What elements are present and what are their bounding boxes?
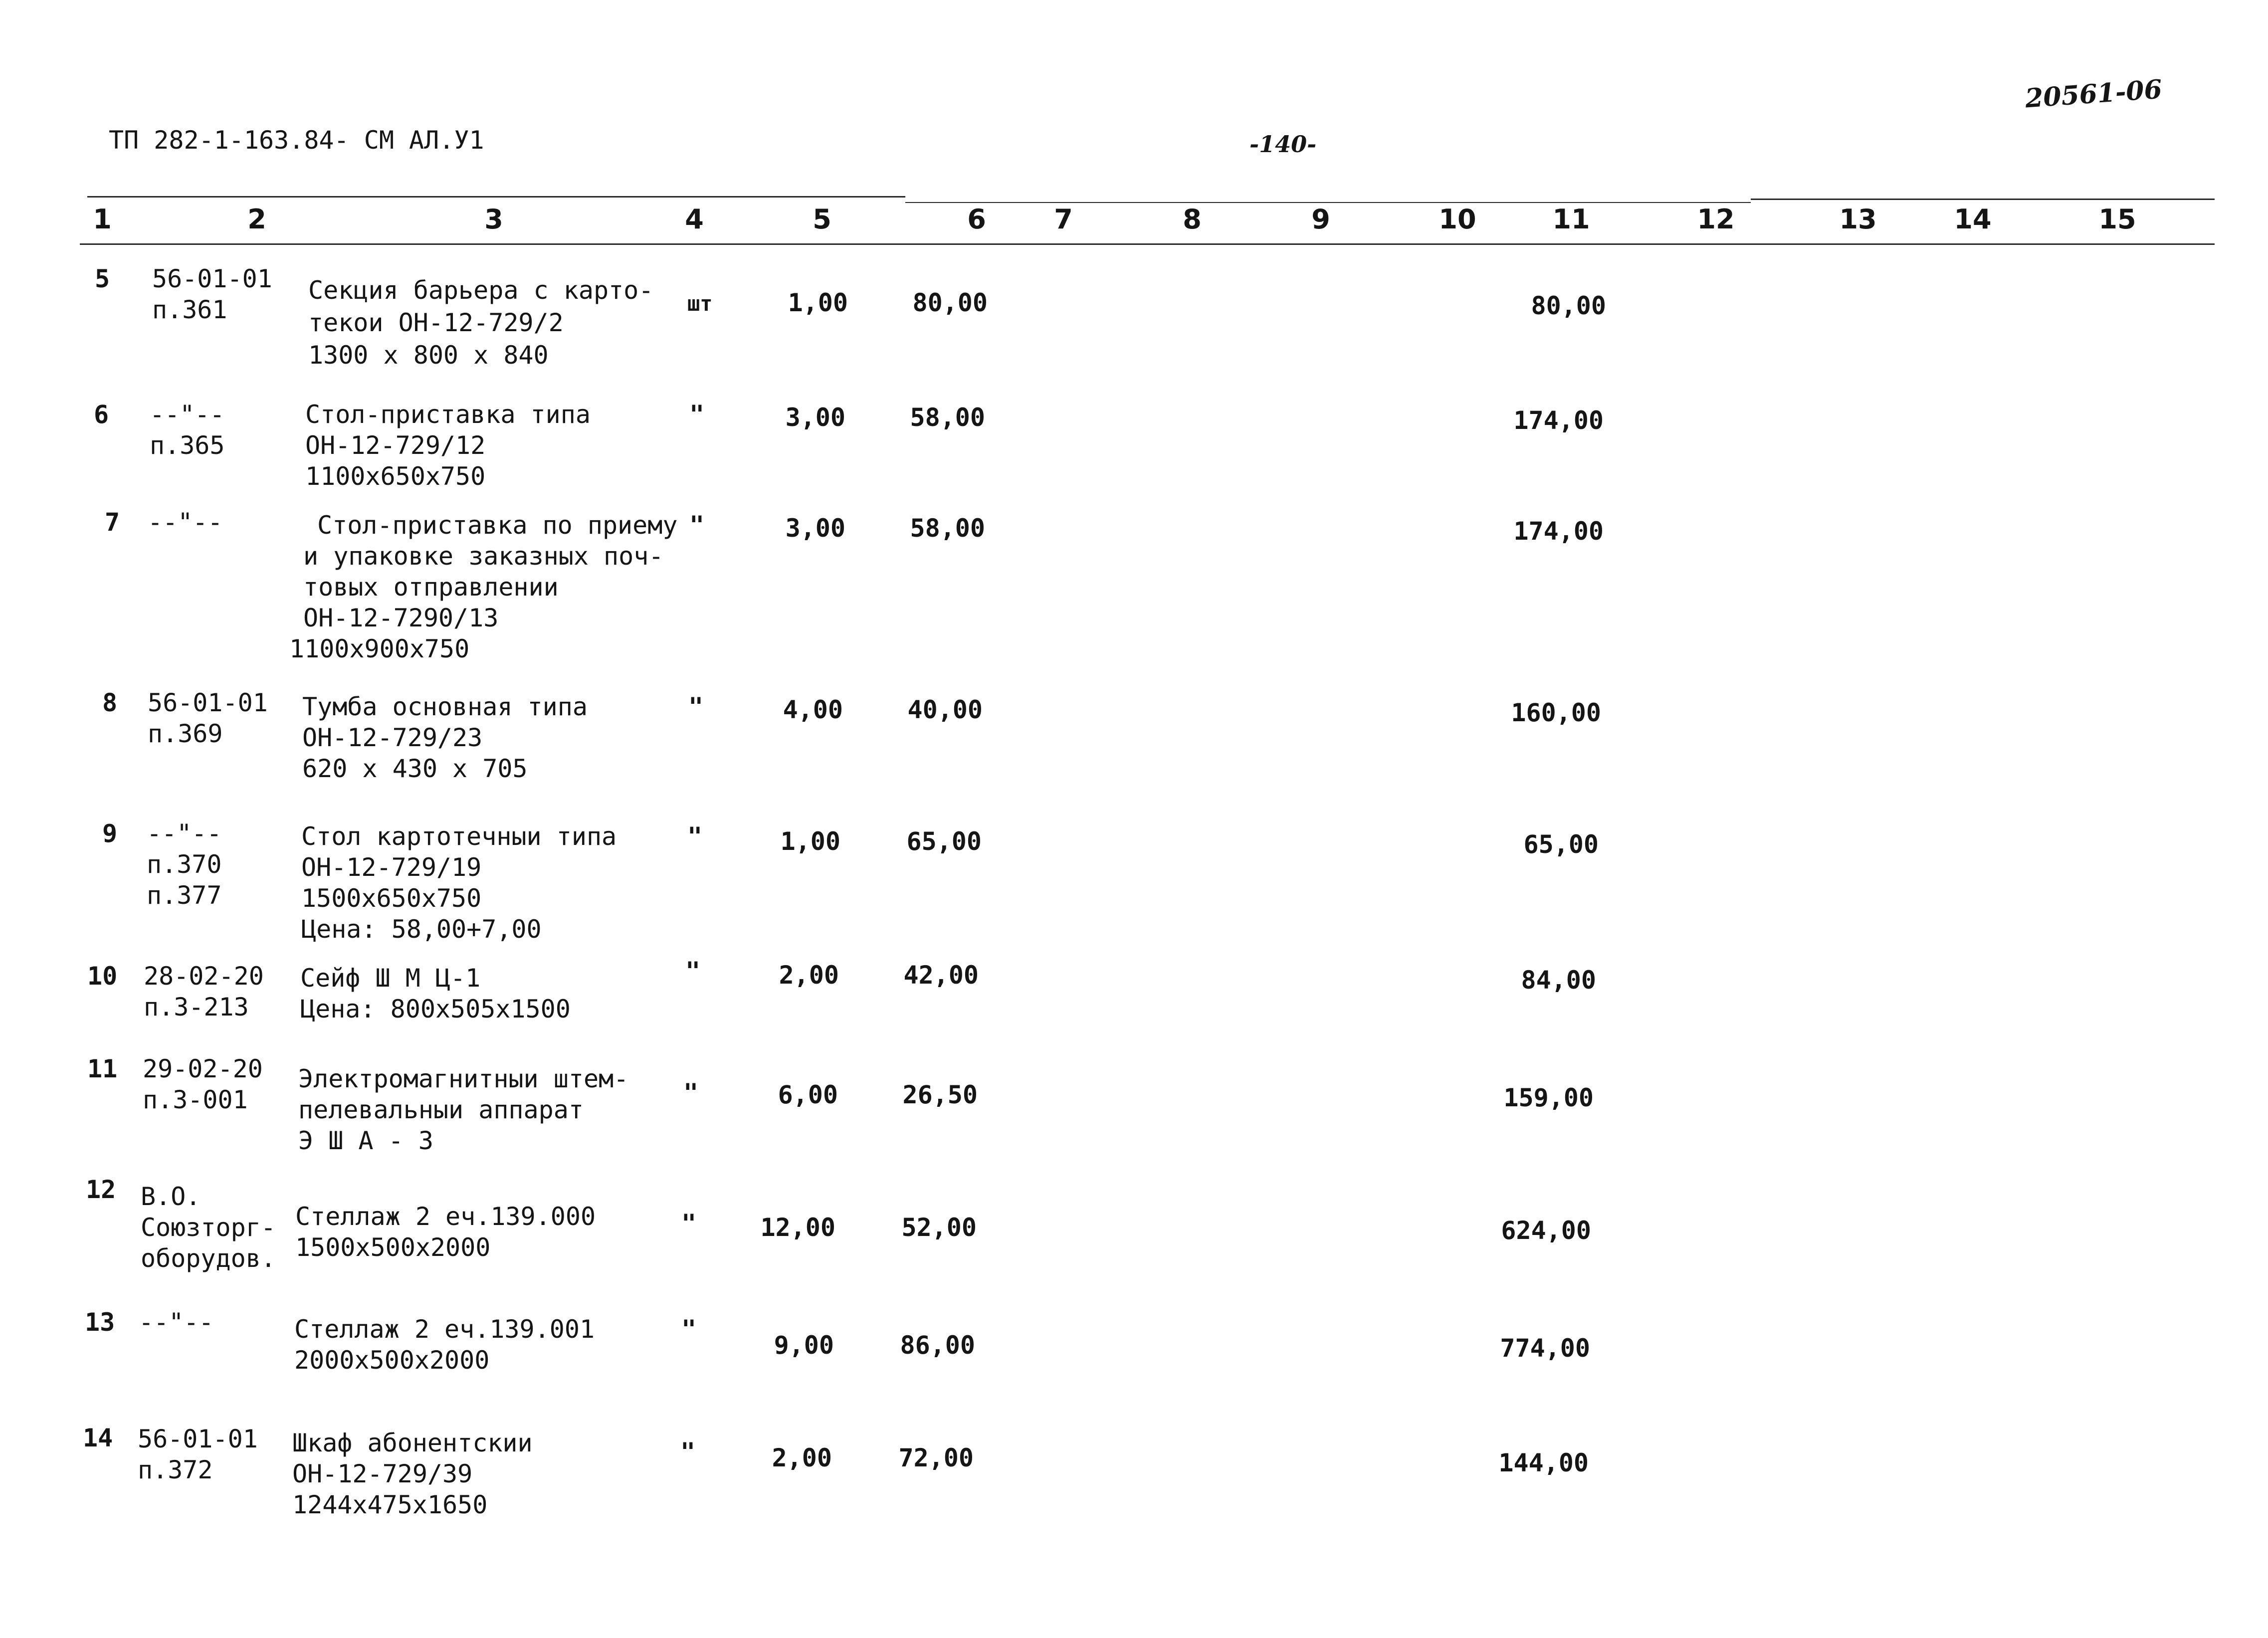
unit: "	[681, 1315, 697, 1344]
unit-price: 72,00	[898, 1443, 974, 1472]
total-cost: 174,00	[1513, 517, 1604, 546]
unit-price: 52,00	[901, 1213, 977, 1242]
column-header-11: 11	[1552, 204, 1590, 235]
total-cost: 84,00	[1521, 966, 1596, 995]
total-cost: 80,00	[1531, 291, 1606, 320]
quantity: 1,00	[788, 288, 848, 317]
price-code: --"--	[148, 508, 223, 537]
total-cost: 144,00	[1498, 1448, 1589, 1477]
price-code: 29-02-20 п.3-001	[143, 1054, 263, 1114]
total-cost: 159,00	[1503, 1083, 1594, 1112]
unit: "	[685, 957, 701, 986]
column-header-3: 3	[484, 204, 503, 235]
item-description: Тумба основная типа ОН-12-729/23 620 х 430 х 705	[302, 692, 588, 783]
row-number: 8	[102, 688, 118, 717]
column-header-8: 8	[1183, 204, 1202, 235]
item-description: Секция барьера с карто- текои ОН-12-729/2 1300 х 800 х 840	[308, 276, 654, 370]
column-header-9: 9	[1311, 204, 1330, 235]
unit: "	[689, 511, 705, 540]
row-number: 12	[86, 1175, 116, 1204]
unit: "	[689, 400, 705, 429]
unit: "	[681, 1209, 697, 1238]
unit: "	[683, 1078, 699, 1107]
price-code: --"--	[139, 1308, 214, 1337]
unit-price: 80,00	[912, 288, 988, 317]
row-number: 9	[102, 819, 118, 848]
unit-price: 42,00	[903, 961, 979, 990]
header-rule-bottom	[80, 243, 2215, 245]
total-cost: 624,00	[1501, 1216, 1591, 1245]
price-code: В.О. Союзторг- оборудов.	[141, 1182, 276, 1273]
unit-price: 58,00	[910, 403, 985, 432]
item-description: Стеллаж 2 еч.139.000 1500х500х2000	[295, 1202, 596, 1262]
quantity: 2,00	[772, 1443, 832, 1472]
quantity: 4,00	[783, 695, 843, 724]
item-description: Стол-приставка по приему и упаковке заказных поч- товых отправлении ОН-12-7290/13 1100х900х750	[289, 511, 678, 663]
price-code: --"-- п.365	[150, 400, 225, 460]
header-rule-top	[87, 196, 905, 198]
column-header-4: 4	[685, 204, 704, 235]
total-cost: 174,00	[1513, 406, 1604, 435]
quantity: 1,00	[780, 827, 840, 856]
row-number: 5	[95, 264, 110, 293]
page-number: -140-	[1249, 131, 1317, 158]
column-header-1: 1	[93, 204, 112, 235]
quantity: 9,00	[774, 1331, 834, 1360]
column-header-5: 5	[813, 204, 831, 235]
unit: "	[688, 692, 704, 721]
column-header-12: 12	[1697, 204, 1735, 235]
total-cost: 65,00	[1523, 830, 1599, 859]
item-description: Электромагнитныи штем- пелевальныи аппарат Э Ш А - 3	[298, 1064, 629, 1155]
quantity: 2,00	[779, 961, 839, 990]
total-cost: 774,00	[1500, 1334, 1590, 1363]
unit: "	[680, 1437, 696, 1466]
quantity: 3,00	[785, 514, 845, 543]
row-number: 10	[87, 962, 118, 991]
unit-price: 86,00	[900, 1331, 975, 1360]
column-header-2: 2	[247, 204, 266, 235]
column-header-14: 14	[1954, 204, 1992, 235]
header-rule-top-right	[1751, 199, 2215, 200]
stamp-number: 20561-06	[2024, 74, 2163, 114]
quantity: 12,00	[760, 1213, 835, 1242]
column-header-6: 6	[967, 204, 986, 235]
price-code: 56-01-01 п.361	[152, 264, 272, 324]
item-description: Стеллаж 2 еч.139.001 2000х500х2000	[294, 1315, 595, 1375]
row-number: 11	[87, 1054, 118, 1083]
document-code: ТП 282-1-163.84- СМ АЛ.У1	[109, 126, 484, 155]
price-code: 28-02-20 п.3-213	[144, 962, 264, 1022]
quantity: 3,00	[785, 403, 845, 432]
unit-price: 65,00	[906, 827, 982, 856]
price-code: 56-01-01 п.372	[138, 1425, 258, 1484]
column-header-10: 10	[1439, 204, 1476, 235]
unit-price: 58,00	[910, 514, 985, 543]
unit: "	[687, 822, 703, 851]
row-number: 7	[105, 508, 120, 537]
item-description: Сейф Ш М Ц-1 Цена: 800х505х1500	[300, 964, 571, 1024]
unit-price: 40,00	[907, 695, 983, 724]
row-number: 14	[83, 1424, 113, 1452]
column-header-15: 15	[2098, 204, 2136, 235]
quantity: 6,00	[778, 1080, 838, 1109]
price-code: --"-- п.370 п.377	[147, 819, 222, 910]
item-description: Стол-приставка типа ОН-12-729/12 1100х650х750	[305, 400, 591, 491]
column-header-13: 13	[1839, 204, 1877, 235]
price-code: 56-01-01 п.369	[148, 688, 268, 748]
unit-price: 26,50	[902, 1080, 978, 1109]
row-number: 13	[85, 1308, 115, 1337]
item-description: Стол картотечныи типа ОН-12-729/19 1500х650х750 Цена: 58,00+7,00	[301, 822, 617, 944]
total-cost: 160,00	[1511, 698, 1601, 727]
unit: шт	[687, 291, 713, 316]
item-description: Шкаф абонентскии ОН-12-729/39 1244х475х1650	[292, 1429, 533, 1519]
header-rule-top-mid	[905, 202, 1751, 203]
column-header-7: 7	[1054, 204, 1073, 235]
row-number: 6	[94, 400, 109, 429]
